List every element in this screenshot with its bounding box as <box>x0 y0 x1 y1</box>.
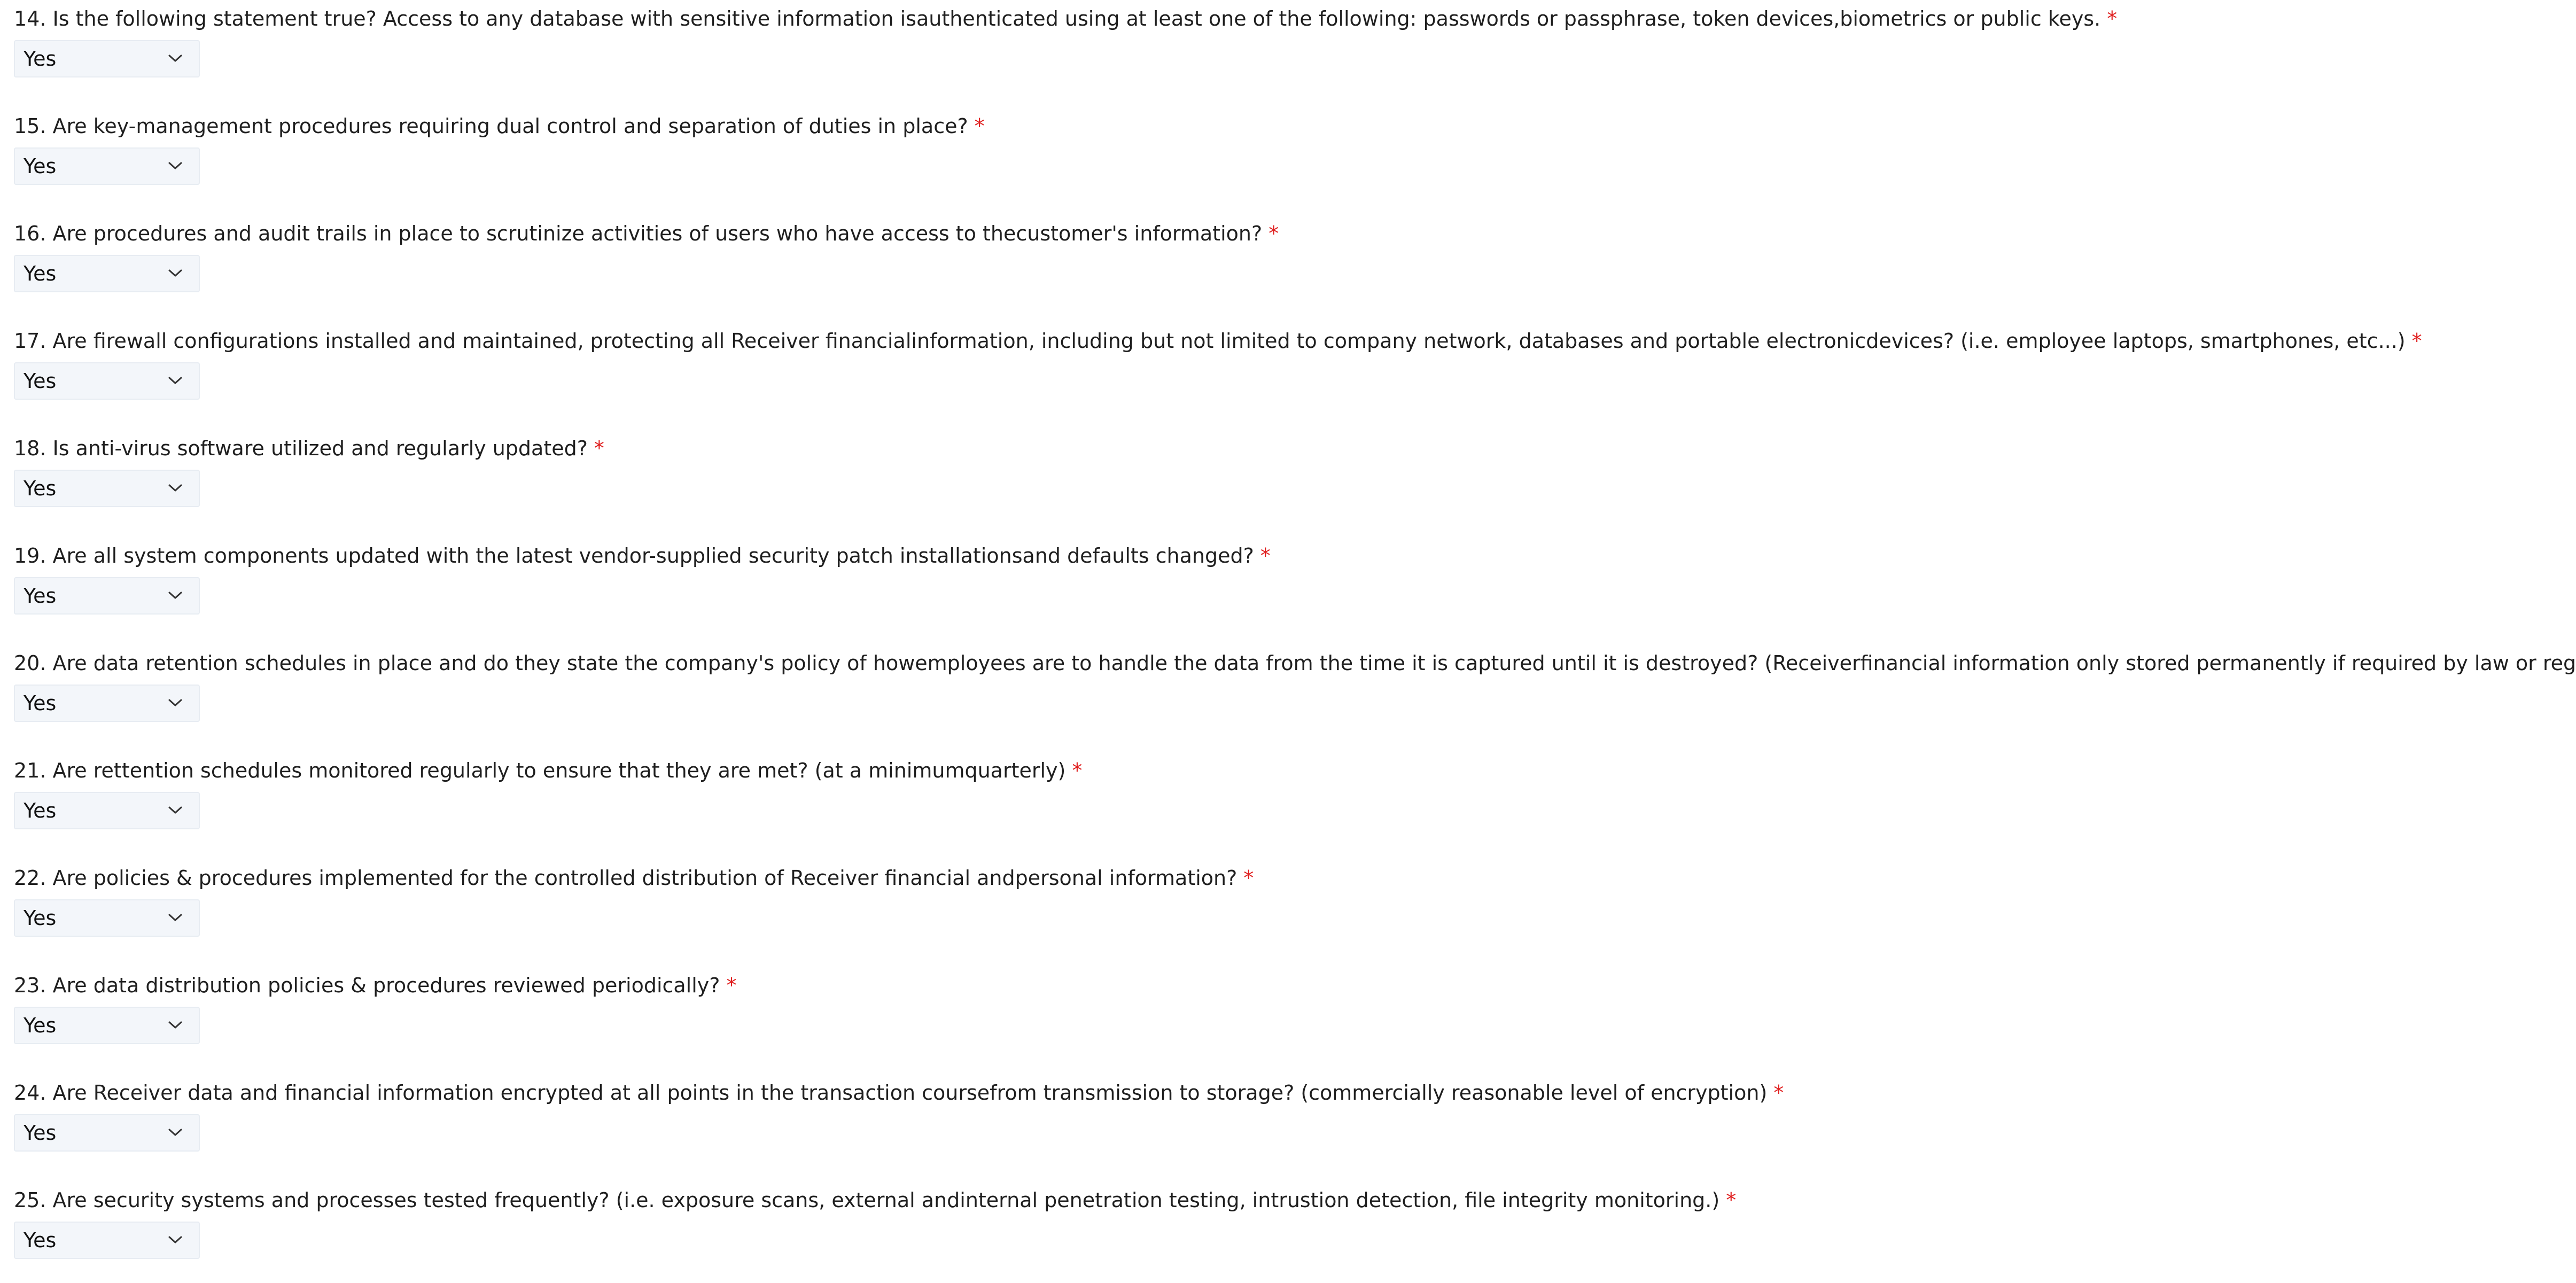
answer-dropdown[interactable] <box>14 470 200 507</box>
question-text: 20. Are data retention schedules in place and do they state the company's policy of howemployees are to handle the data from the time it is captured until it is destroyed? (Receiverfinancial information only stored permanently if required by law or reg <box>14 651 2576 675</box>
required-asterisk: * <box>1072 759 1083 782</box>
question-label <box>14 432 604 465</box>
question-label <box>14 1076 1784 1109</box>
chevron-down-icon <box>168 52 183 64</box>
question-24 <box>0 1074 2382 1176</box>
question-label <box>14 110 985 143</box>
question-label <box>14 1184 1736 1217</box>
chevron-down-icon <box>168 482 183 494</box>
question-16 <box>0 215 2382 316</box>
question-label <box>14 754 1082 787</box>
question-18 <box>0 430 2382 531</box>
answer-dropdown[interactable] <box>14 685 200 722</box>
question-15 <box>0 107 2382 209</box>
dropdown-selected-value: Yes <box>24 477 57 500</box>
question-label <box>14 969 736 1002</box>
dropdown-selected-value: Yes <box>24 584 57 608</box>
answer-dropdown[interactable] <box>14 362 200 400</box>
question-text: 25. Are security systems and processes tested frequently? (i.e. exposure scans, external andinternal penetration testing, intrustion detection, file integrity monitoring.) <box>14 1188 1720 1212</box>
question-text: 22. Are policies & procedures implemented for the controlled distribution of Receiver financial andpersonal information? <box>14 866 1238 890</box>
dropdown-selected-value: Yes <box>24 906 57 930</box>
required-asterisk: * <box>974 114 985 138</box>
chevron-down-icon <box>168 697 183 709</box>
question-text: 18. Is anti-virus software utilized and regularly updated? <box>14 437 588 460</box>
required-asterisk: * <box>2107 7 2118 30</box>
required-asterisk: * <box>1268 222 1279 245</box>
required-asterisk: * <box>2411 329 2422 353</box>
question-text: 15. Are key-management procedures requiring dual control and separation of duties in place? <box>14 114 968 138</box>
dropdown-selected-value: Yes <box>24 1228 57 1252</box>
question-text: 23. Are data distribution policies & procedures reviewed periodically? <box>14 974 720 997</box>
chevron-down-icon <box>168 804 183 816</box>
answer-dropdown[interactable] <box>14 792 200 829</box>
answer-dropdown[interactable] <box>14 40 200 77</box>
question-text: 14. Is the following statement true? Access to any database with sensitive information isauthenticated using at least one of the following: passwords or passphrase, token devices,biometrics or public keys. <box>14 7 2101 30</box>
question-20 <box>0 644 2576 746</box>
question-14 <box>0 0 2382 102</box>
question-label <box>14 2 2117 35</box>
question-label <box>14 217 1279 250</box>
chevron-down-icon <box>168 589 183 601</box>
answer-dropdown[interactable] <box>14 899 200 937</box>
question-25 <box>0 1181 2382 1283</box>
chevron-down-icon <box>168 1126 183 1138</box>
answer-dropdown[interactable] <box>14 147 200 185</box>
dropdown-selected-value: Yes <box>24 691 57 715</box>
dropdown-selected-value: Yes <box>24 1014 57 1037</box>
dropdown-selected-value: Yes <box>24 369 57 393</box>
question-23 <box>0 967 2382 1068</box>
chevron-down-icon <box>168 1234 183 1246</box>
chevron-down-icon <box>168 375 183 386</box>
answer-dropdown[interactable] <box>14 1114 200 1152</box>
chevron-down-icon <box>168 912 183 923</box>
required-asterisk: * <box>1726 1188 1737 1212</box>
dropdown-selected-value: Yes <box>24 47 57 71</box>
question-text: 24. Are Receiver data and financial information encrypted at all points in the transaction coursefrom transmission to storage? (commercially reasonable level of encryption) <box>14 1081 1768 1105</box>
question-19 <box>0 537 2382 639</box>
question-label <box>14 539 1271 572</box>
answer-dropdown[interactable] <box>14 577 200 615</box>
question-text: 16. Are procedures and audit trails in place to scrutinize activities of users who have access to thecustomer's information? <box>14 222 1263 245</box>
dropdown-selected-value: Yes <box>24 262 57 285</box>
answer-dropdown[interactable] <box>14 1222 200 1259</box>
required-asterisk: * <box>1243 866 1254 890</box>
question-17 <box>0 322 2422 424</box>
answer-dropdown[interactable] <box>14 1007 200 1044</box>
question-21 <box>0 752 2382 853</box>
chevron-down-icon <box>168 267 183 279</box>
required-asterisk: * <box>1260 544 1271 567</box>
question-22 <box>0 859 2382 961</box>
question-text: 19. Are all system components updated with the latest vendor-supplied security patch installationsand defaults changed? <box>14 544 1254 567</box>
question-label <box>14 861 1254 895</box>
dropdown-selected-value: Yes <box>24 1121 57 1145</box>
dropdown-selected-value: Yes <box>24 154 57 178</box>
answer-dropdown[interactable] <box>14 255 200 292</box>
required-asterisk: * <box>594 437 604 460</box>
question-label <box>14 647 2576 680</box>
dropdown-selected-value: Yes <box>24 799 57 822</box>
required-asterisk: * <box>726 974 737 997</box>
question-text: 21. Are rettention schedules monitored regularly to ensure that they are met? (at a minimumquarterly) <box>14 759 1066 782</box>
question-label <box>14 324 2422 357</box>
chevron-down-icon <box>168 1019 183 1031</box>
chevron-down-icon <box>168 160 183 172</box>
question-text: 17. Are firewall configurations installed and maintained, protecting all Receiver financialinformation, including but not limited to company network, databases and portable electronicdevices? (i.e. employee laptops, smartphones, etc...) <box>14 329 2406 353</box>
required-asterisk: * <box>1773 1081 1784 1105</box>
